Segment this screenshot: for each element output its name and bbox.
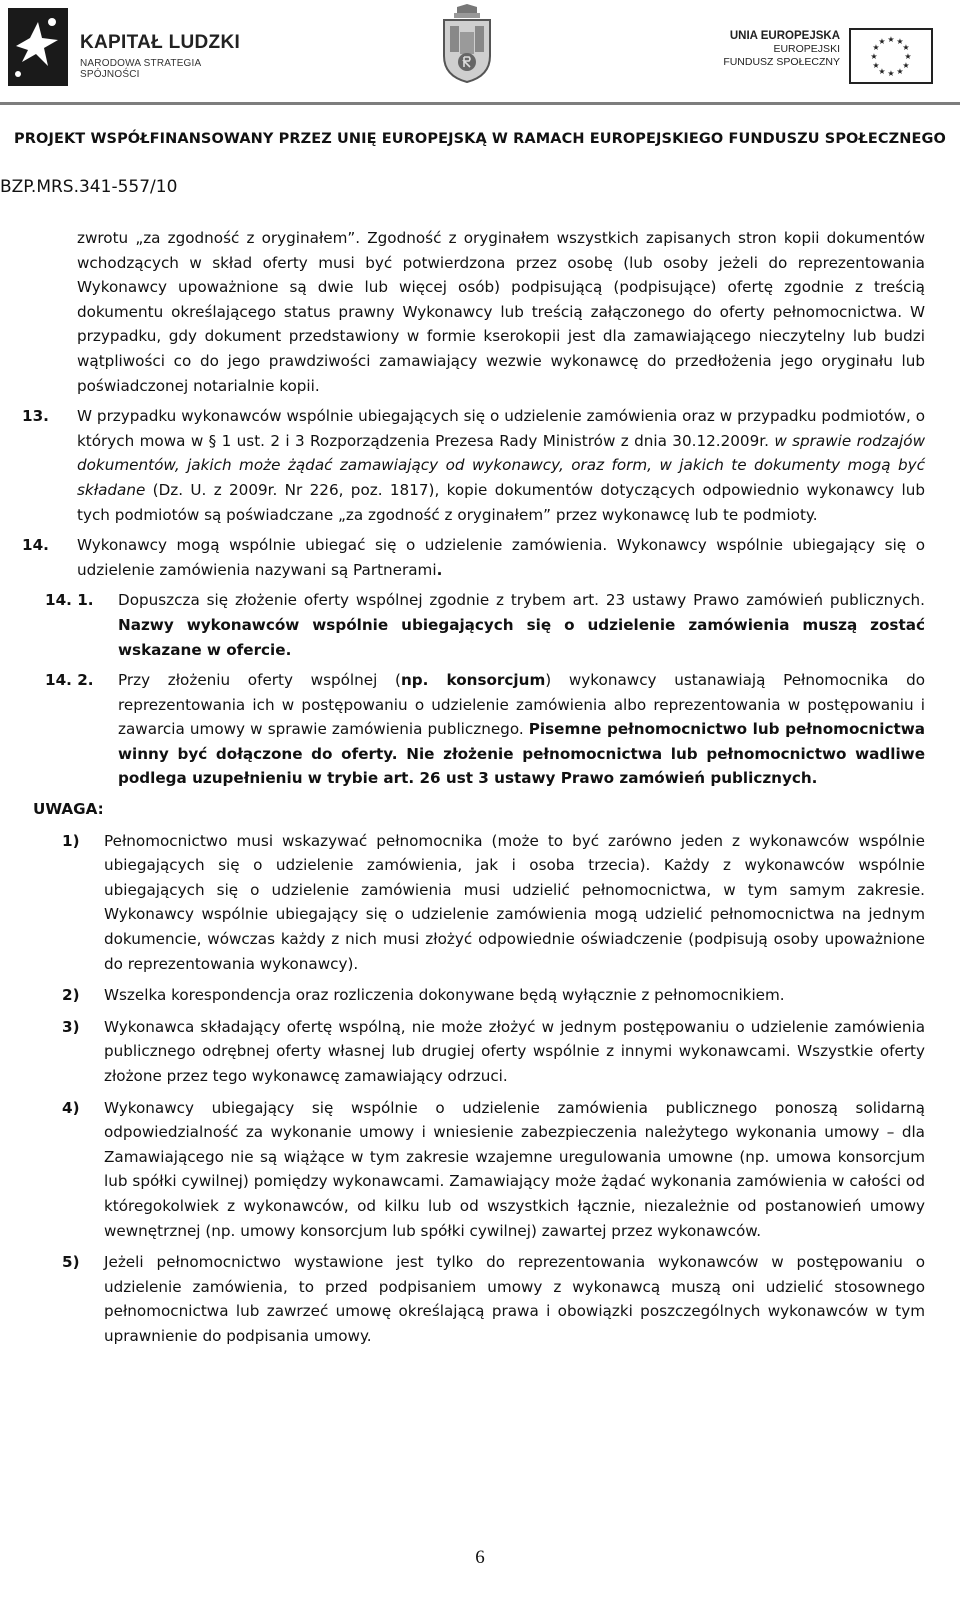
svg-text:★: ★ — [902, 61, 910, 70]
item-14-2-b2: Pisemne pełnomocnictwo lub pełnomocnictwa winny być dołączone do oferty. Nie złożenie pełnomocnictwa lub pełnomocnictwo wadliwe podlega uzupełnieniu w trybie art. 26 ust 3 ustawy Prawo zamówień publicznych. — [118, 720, 925, 788]
item-14-2-number: 14. 2. — [45, 671, 94, 690]
svg-text:★: ★ — [872, 61, 880, 70]
svg-text:★: ★ — [902, 43, 910, 52]
item-14-text — [77, 533, 925, 582]
item-14-number: 14. — [22, 536, 49, 555]
kapital-ludzki-title: KAPITAŁ LUDZKI — [80, 32, 241, 53]
uwaga-item-4 — [62, 1096, 925, 1244]
item-14-1-bold: Nazwy wykonawców wspólnie ubiegających się o udzielenie zamówienia muszą zostać wskazane w ofercie. — [118, 615, 925, 659]
item-13-part-2: (Dz. U. z 2009r. Nr 226, poz. 1817), kopie dokumentów dotyczących odpowiednio wykonawcy lub tych podmiotów są poświadczane „za zgodność z oryginałem” przez wykonawcę lub te podmioty. — [77, 480, 925, 524]
item-14 — [22, 533, 925, 582]
uwaga-item-3 — [62, 1015, 925, 1089]
item-14-2 — [45, 668, 925, 791]
uwaga-item-2-text: Wszelka korespondencja oraz rozliczenia dokonywane będą wyłącznie z pełnomocnikiem. — [104, 986, 785, 1005]
kapital-ludzki-emblem-icon — [8, 8, 68, 86]
uwaga-item-2-number: 2) — [62, 986, 80, 1005]
svg-text:★: ★ — [878, 67, 886, 76]
uwaga-item-1 — [62, 829, 925, 977]
eu-text-block — [700, 30, 840, 69]
uwaga-item-3-text: Wykonawca składający ofertę wspólną, nie może złożyć w jednym postępowaniu o udzielenie zamówienia publicznego odrębnej oferty własnej lub drugiej oferty wspólnie z innymi wykonawcami. Wszystkie oferty złożone przez tego wykonawcę zamawiający odrzuci. — [104, 1017, 925, 1085]
uwaga-item-1-text: Pełnomocnictwo musi wskazywać pełnomocnika (może to być zarówno jeden z wykonawców wspólnie ubiegających się o udzielenie zamówienia, jak i osoba trzecia). Każdy z wykonawców wspólnie ubiegających się o udzielenie zamówienia musi udzielić pełnomocnictwa, w tym samym zakresie. Wykonawcy wspólnie ubiegający się o udzielenie zamówienia mogą udzielić pełnomocnictwa na jednym dokumencie, wówczas każdy z nich musi złożyć odpowiednie oświadczenie (podpisują osoby upoważnione do reprezentowania wykonawcy). — [104, 831, 925, 973]
item-13-italic: w sprawie rodzajów dokumentów, jakich może żądać zamawiający od wykonawcy, oraz form, w jakich te dokumenty mogą być składane — [77, 431, 925, 499]
svg-text:★: ★ — [896, 37, 904, 46]
page-number: 6 — [475, 1547, 485, 1568]
svg-text:★: ★ — [887, 69, 895, 78]
item-14-2-text — [118, 668, 925, 791]
intro-text-1: zwrotu „za zgodność z oryginałem”. Zgodność z oryginałem wszystkich zapisanych stron kopii dokumentów wchodzących w skład oferty musi być potwierdzona przez osobę (lub osoby jeżeli do reprezentowania Wykonawcy upoważnione są dwie lub więcej osób) podpisującą (podpisujące) ofertę zgodnie z treścią dokumentu określającego status prawny Wykonawcy lub treścią załączonego do oferty pełnomocnictwa. — [77, 229, 925, 321]
city-crest-icon — [440, 4, 494, 84]
item-14-2-b1: np. konsorcjum — [400, 671, 546, 690]
uwaga-item-3-number: 3) — [62, 1017, 80, 1036]
svg-text:★: ★ — [870, 52, 878, 61]
eu-flag-icon — [849, 28, 933, 84]
kapital-ludzki-subtitle: NARODOWA STRATEGIA SPÓJNOŚCI — [80, 58, 201, 80]
uwaga-item-5-text: Jeżeli pełnomocnictwo wystawione jest tylko do reprezentowania wykonawców w postępowaniu o udzielenie zamówienia, to przed podpisaniem umowy z wykonawcą muszą oni udzielić stosownego pełnomocnictwa lub zawrzeć umowę określającą prawa i obowiązki poszczególnych wykonawców w tym uprawnienie do podpisania umowy. — [104, 1253, 925, 1345]
item-14-1 — [45, 588, 925, 662]
project-banner: PROJEKT WSPÓŁFINANSOWANY PRZEZ UNIĘ EUROPEJSKĄ W RAMACH EUROPEJSKIEGO FUNDUSZU SPOŁECZNEGO — [14, 131, 946, 147]
uwaga-item-1-number: 1) — [62, 831, 80, 850]
eu-line-3: FUNDUSZ SPOŁECZNY — [723, 56, 840, 68]
uwaga-heading: UWAGA: — [33, 800, 104, 819]
svg-text:★: ★ — [896, 67, 904, 76]
intro-paragraph — [77, 226, 925, 398]
header-divider — [0, 102, 960, 105]
item-13-part-1: W przypadku wykonawców wspólnie ubiegających się o udzielenie zamówienia oraz w przypadku podmiotów, o których mowa w § 1 ust. 2 i 3 Rozporządzenia Prezesa Rady Ministrów z dnia 30.12.2009r. — [77, 407, 925, 450]
uwaga-item-5-number: 5) — [62, 1253, 80, 1272]
item-14-2-t1: Przy złożeniu oferty wspólnej ( — [118, 671, 401, 690]
svg-text:★: ★ — [878, 37, 886, 46]
reference-number: BZP.MRS.341-557/10 — [0, 177, 178, 197]
item-13 — [22, 404, 925, 527]
svg-text:★: ★ — [904, 52, 912, 61]
item-13-text — [77, 404, 925, 527]
intro-text-2: W przypadku, gdy dokument przedstawiony w formie kserokopii jest dla zamawiającego nieczytelny lub budzi wątpliwości co do jego prawdziwości zamawiający wezwie wykonawcę do przedłożenia jego oryginału lub poświadczonej notarialnie kopii. — [77, 302, 925, 395]
item-14-end: . — [436, 560, 443, 579]
uwaga-item-2 — [62, 983, 925, 1008]
svg-text:★: ★ — [872, 43, 880, 52]
item-14-1-text — [118, 588, 925, 662]
uwaga-item-5 — [62, 1250, 925, 1348]
eu-line-1: UNIA EUROPEJSKA — [729, 30, 840, 42]
eu-line-2: EUROPEJSKI — [773, 43, 840, 55]
item-13-number: 13. — [22, 407, 49, 426]
svg-text:★: ★ — [887, 35, 895, 44]
page-header — [0, 0, 960, 102]
item-14-body: Wykonawcy mogą wspólnie ubiegać się o udzielenie zamówienia. Wykonawcy wspólnie ubiegający się o udzielenie zamówienia nazywani są Partnerami — [77, 536, 925, 579]
document-body — [0, 226, 960, 1349]
item-14-1-number: 14. 1. — [45, 591, 94, 610]
item-14-2-t2: ) wykonawcy ustanawiają Pełnomocnika do reprezentowania ich w postępowaniu o udzielenie zamówienia albo reprezentowania w postępowaniu i zawarcia umowy w sprawie zamówienia publicznego. — [118, 671, 925, 739]
item-14-1-body: Dopuszcza się złożenie oferty wspólnej zgodnie z trybem art. 23 ustawy Prawo zamówień publicznych. — [118, 591, 925, 610]
kapital-ludzki-logo — [8, 8, 258, 88]
uwaga-item-4-number: 4) — [62, 1098, 80, 1117]
uwaga-item-4-text: Wykonawcy ubiegający się wspólnie o udzielenie zamówienia publicznego ponoszą solidarną odpowiedzialność za wykonanie umowy i wniesienie zabezpieczenia należytego wykonania umowy – dla Zamawiającego nie są wiążące w tym zakresie wzajemne uregulowania umowne (np. umowa konsorcjum lub spółki cywilnej) pomiędzy wykonawcami. Zamawiający może żądać wykonania zamówienia w całości od któregokolwiek z wykonawców, od kilku lub od wszystkich łącznie, niezależnie od postanowień umowy wewnętrznej (np. umowy konsorcjum lub spółki cywilnej) zawartej przez wykonawców. — [104, 1098, 925, 1240]
